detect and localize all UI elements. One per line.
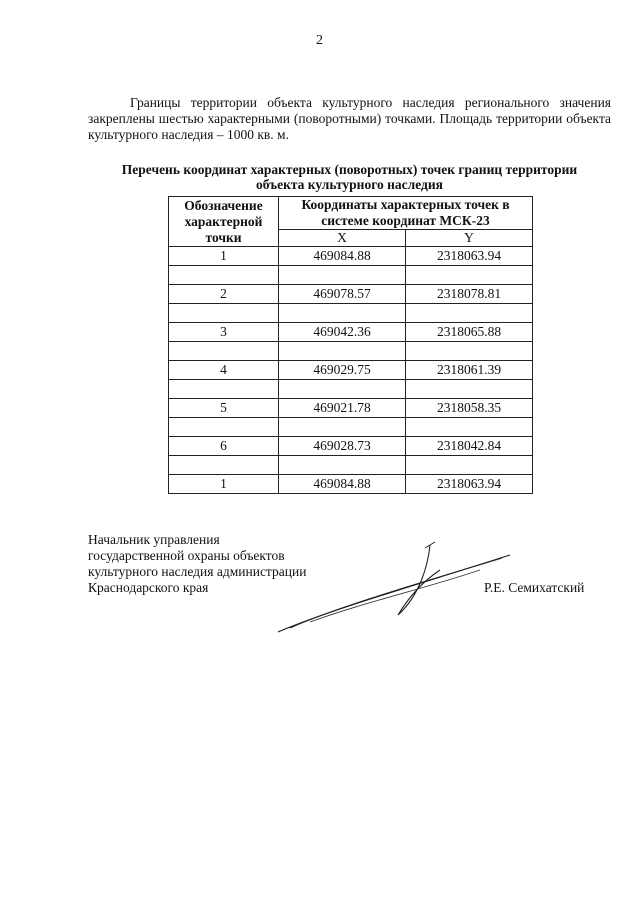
spacer-row <box>169 380 533 399</box>
signatory-title-line: культурного наследия администрации <box>88 564 307 579</box>
x-coordinate-cell: 469078.57 <box>279 285 406 304</box>
x-coordinate-cell: 469084.88 <box>279 247 406 266</box>
table-row <box>169 323 533 342</box>
spacer-row <box>169 342 533 361</box>
y-coordinate-cell: 2318042.84 <box>406 437 533 456</box>
point-number-cell: 2 <box>169 285 279 304</box>
x-coordinate-cell: 469021.78 <box>279 399 406 418</box>
point-number-cell: 5 <box>169 399 279 418</box>
page-number: 2 <box>316 33 323 48</box>
empty-cell <box>279 418 406 437</box>
point-number-cell: 3 <box>169 323 279 342</box>
x-coordinate-cell: 469084.88 <box>279 475 406 494</box>
y-coordinate-cell: 2318063.94 <box>406 475 533 494</box>
x-column-header: X <box>279 230 406 247</box>
spacer-row <box>169 456 533 475</box>
y-coordinate-cell: 2318058.35 <box>406 399 533 418</box>
table-row <box>169 285 533 304</box>
point-number-cell: 6 <box>169 437 279 456</box>
x-coordinate-cell: 469042.36 <box>279 323 406 342</box>
empty-cell <box>169 304 279 323</box>
table-row <box>169 475 533 494</box>
x-coordinate-cell: 469029.75 <box>279 361 406 380</box>
y-coordinate-cell: 2318065.88 <box>406 323 533 342</box>
handwritten-signature <box>270 540 520 640</box>
point-designation-header: Обозначение характерной точки <box>169 197 279 247</box>
table-title <box>88 162 611 192</box>
empty-cell <box>279 456 406 475</box>
empty-cell <box>406 266 533 285</box>
empty-cell <box>406 456 533 475</box>
empty-cell <box>406 380 533 399</box>
y-coordinate-cell: 2318078.81 <box>406 285 533 304</box>
table-row <box>169 361 533 380</box>
empty-cell <box>279 380 406 399</box>
y-column-header: Y <box>406 230 533 247</box>
table-title-line-2: объекта культурного наследия <box>256 177 443 192</box>
empty-cell <box>279 266 406 285</box>
table-row <box>169 247 533 266</box>
empty-cell <box>406 418 533 437</box>
table-row <box>169 399 533 418</box>
x-coordinate-cell: 469028.73 <box>279 437 406 456</box>
empty-cell <box>169 380 279 399</box>
coordinates-header: Координаты характерных точек в системе координат МСК-23 <box>279 197 533 230</box>
empty-cell <box>169 342 279 361</box>
empty-cell <box>169 456 279 475</box>
empty-cell <box>406 304 533 323</box>
y-coordinate-cell: 2318061.39 <box>406 361 533 380</box>
spacer-row <box>169 266 533 285</box>
spacer-row <box>169 304 533 323</box>
coordinates-table <box>168 196 533 494</box>
empty-cell <box>406 342 533 361</box>
empty-cell <box>279 342 406 361</box>
signatory-title-line: государственной охраны объектов <box>88 548 285 563</box>
point-number-cell: 1 <box>169 247 279 266</box>
spacer-row <box>169 418 533 437</box>
signatory-title-line: Краснодарского края <box>88 580 209 595</box>
point-number-cell: 4 <box>169 361 279 380</box>
signatory-name: Р.Е. Семихатский <box>484 580 585 595</box>
table-title-line-1: Перечень координат характерных (поворотных) точек границ территории <box>121 162 578 177</box>
intro-paragraph: Границы территории объекта культурного наследия регионального значения закреплены шестью характерными (поворотными) точками. Площадь территории объекта культурного наследия – 1000 кв. м. <box>88 95 611 142</box>
y-coordinate-cell: 2318063.94 <box>406 247 533 266</box>
table-row <box>169 437 533 456</box>
signatory-title-line: Начальник управления <box>88 532 220 547</box>
empty-cell <box>169 418 279 437</box>
empty-cell <box>279 304 406 323</box>
point-number-cell: 1 <box>169 475 279 494</box>
empty-cell <box>169 266 279 285</box>
